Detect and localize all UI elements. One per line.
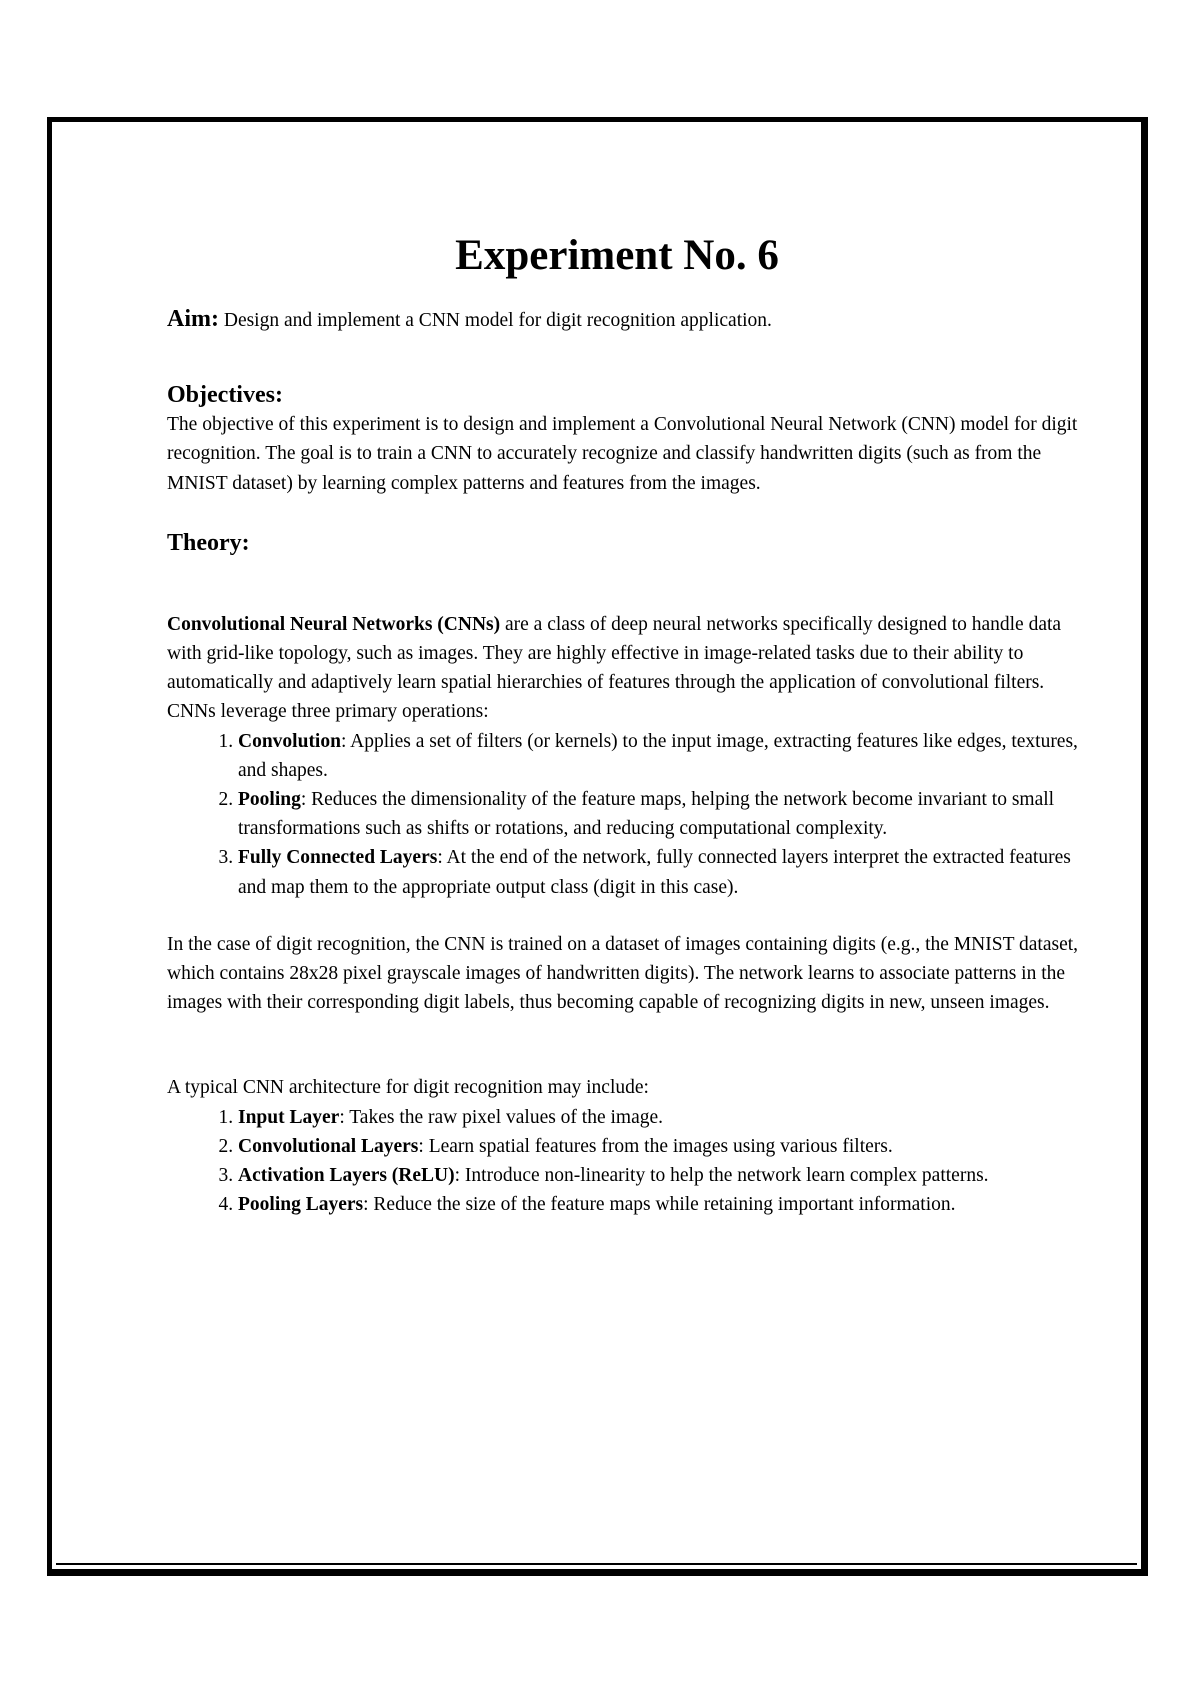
aim-label: Aim:	[167, 306, 219, 332]
document-body	[167, 228, 1087, 1219]
list-item	[238, 843, 1087, 901]
list-item-term: Convolutional Layers	[238, 1135, 419, 1157]
aim-line	[167, 304, 1087, 335]
list-item-text: : At the end of the network, fully connected layers interpret the extracted features and map them to the appropriate output class (digit in this case).	[238, 847, 1071, 898]
list-item-term: Input Layer	[238, 1106, 340, 1128]
list-item-text: : Introduce non-linearity to help the network learn complex patterns.	[454, 1165, 989, 1187]
operations-list	[167, 727, 1087, 902]
aim-text: Design and implement a CNN model for digit recognition application.	[218, 310, 772, 331]
theory-intro-text: are a class of deep neural networks specifically designed to handle data with grid-like topology, such as images. They are highly effective in image-related tasks due to their ability to automatically and adaptively learn spatial hierarchies of features through the application of convolutional filters. CNNs leverage three primary operations:	[167, 613, 1062, 723]
list-item	[238, 1190, 1087, 1219]
list-item-term: Convolution	[238, 730, 341, 752]
objectives-text: The objective of this experiment is to design and implement a Convolutional Neural Network (CNN) model for digit recognition. The goal is to train a CNN to accurately recognize and classify handwritten digits (such as from the MNIST dataset) by learning complex patterns and features from the images.	[167, 414, 1078, 494]
objectives-heading: Objectives:	[167, 382, 283, 409]
list-item-text: : Takes the raw pixel values of the image.	[339, 1106, 664, 1128]
digit-recognition-paragraph: In the case of digit recognition, the CNN is trained on a dataset of images containing digits (e.g., the MNIST dataset, which contains 28x28 pixel grayscale images of handwritten digits). The network learns to associate patterns in the images with their corresponding digit labels, thus becoming capable of recognizing digits in new, unseen images.	[167, 933, 1079, 1014]
list-item-text: : Reduce the size of the feature maps while retaining important information.	[363, 1194, 956, 1216]
list-item	[238, 785, 1087, 843]
theory-intro-term: Convolutional Neural Networks (CNNs)	[167, 613, 501, 635]
list-item	[238, 727, 1087, 785]
theory-heading: Theory:	[167, 529, 250, 556]
page-title: Experiment No. 6	[455, 232, 779, 279]
list-item	[238, 1132, 1087, 1161]
list-item	[238, 1161, 1087, 1190]
list-item-text: : Learn spatial features from the images using various filters.	[418, 1135, 893, 1157]
list-item-text: : Reduces the dimensionality of the feature maps, helping the network become invariant to small transformations such as shifts or rotations, and reducing computational complexity.	[238, 789, 1055, 840]
architecture-intro: A typical CNN architecture for digit recognition may include:	[167, 1077, 649, 1099]
list-item-text: : Applies a set of filters (or kernels) to the input image, extracting features like edges, textures, and shapes.	[238, 730, 1078, 781]
theory-intro	[167, 610, 1087, 727]
list-item-term: Pooling Layers	[238, 1194, 364, 1216]
list-item	[238, 1103, 1087, 1132]
architecture-list	[167, 1103, 1087, 1220]
list-item-term: Pooling	[238, 789, 301, 811]
list-item-term: Fully Connected Layers	[238, 847, 438, 869]
list-item-term: Activation Layers (ReLU)	[238, 1165, 455, 1187]
